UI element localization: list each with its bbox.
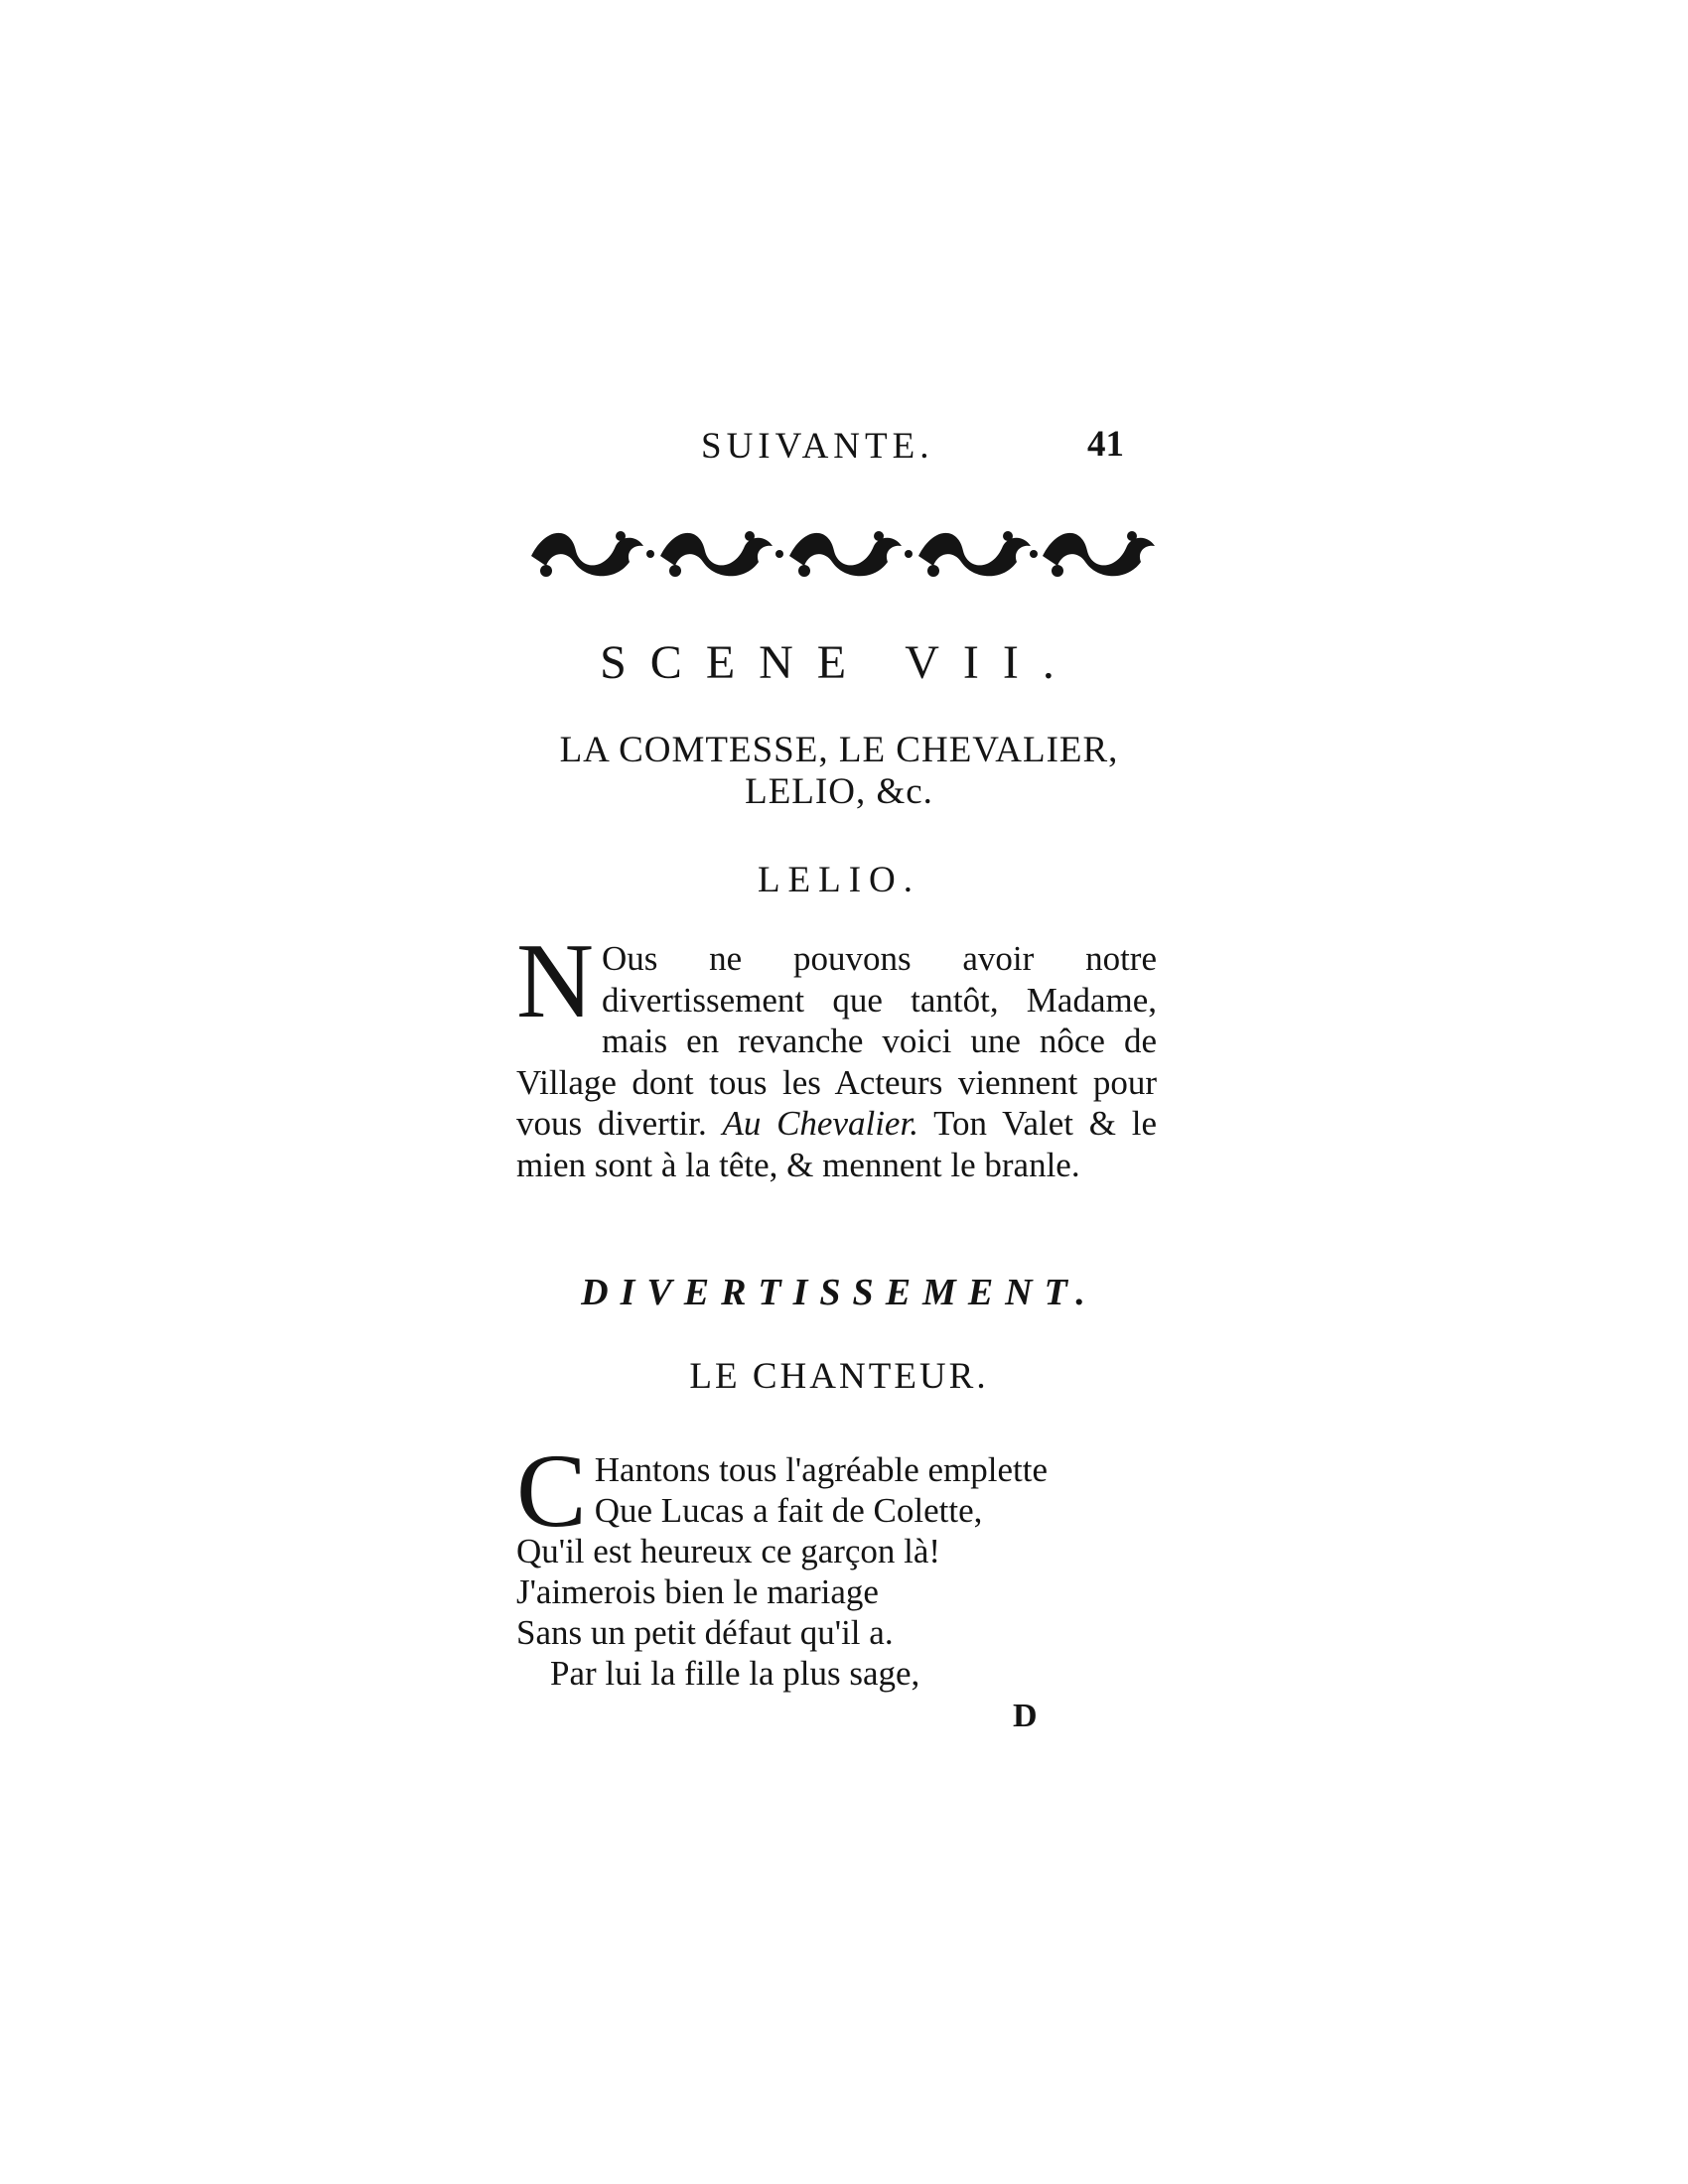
- stage-direction: Au Chevalier.: [722, 1104, 918, 1143]
- drop-cap: C: [516, 1433, 587, 1549]
- fleuron-ornament-icon: [516, 516, 1162, 596]
- character-list: [516, 730, 1162, 813]
- speech-paragraph: [516, 922, 1157, 1185]
- singer-name: LE CHANTEUR.: [689, 1356, 989, 1397]
- verse-line: Sans un petit défaut qu'il a.: [516, 1613, 894, 1652]
- verse-line: Qu'il est heureux ce garçon là!: [516, 1532, 941, 1570]
- running-title: SUIVANTE.: [701, 426, 934, 467]
- drop-cap: N: [516, 922, 594, 1040]
- verse-line: Hantons tous l'agréable emplette: [594, 1450, 1049, 1489]
- verse-line: J'aimerois bien le mariage: [516, 1572, 879, 1611]
- verse-line: Que Lucas a fait de Colette,: [594, 1491, 983, 1530]
- speaker-name: LELIO.: [757, 860, 921, 900]
- running-head: [516, 417, 1162, 477]
- divertissement-title: DIVERTISSEMENT.: [581, 1272, 1097, 1313]
- character-list-line-2: LELIO, &c.: [745, 771, 933, 812]
- verse-line: Par lui la fille la plus sage,: [550, 1654, 920, 1693]
- speech-text: Ous ne pouvons avoir notre divertissement que tantôt, Madame, mais en revanche voici une nôce de Village dont tous les Acteurs viennent pour vous divertir.: [516, 939, 1157, 1143]
- signature-mark: D: [1013, 1698, 1038, 1734]
- character-list-line-1: LA COMTESSE, LE CHEVALIER,: [559, 730, 1119, 770]
- verse-stanza: [516, 1433, 1072, 1694]
- speech-text-continued: Ton Valet & le mien sont à la tête, & mennent le branle.: [516, 1104, 1157, 1184]
- page-number: 41: [1087, 424, 1124, 465]
- scene-heading: SCENE VII.: [600, 636, 1078, 689]
